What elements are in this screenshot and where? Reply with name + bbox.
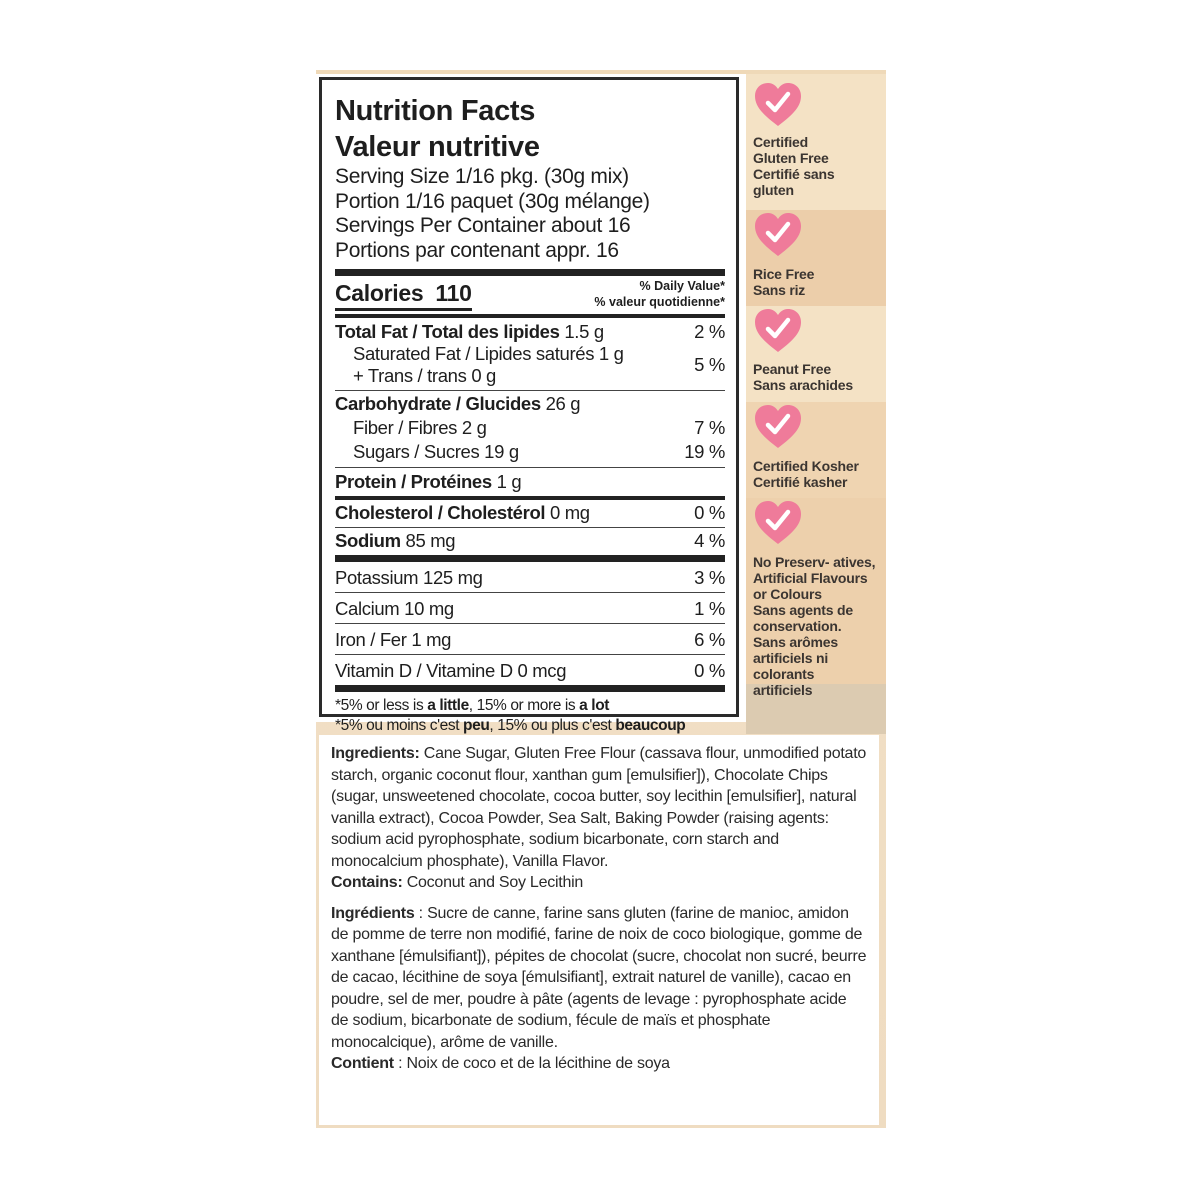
badge-label-en: Certified Kosher (753, 458, 859, 474)
badge-label (753, 458, 885, 490)
cholesterol-label: Cholesterol / Cholestérol (335, 502, 546, 523)
badge-label-en: Rice Free (753, 266, 815, 282)
cholesterol-amount: 0 mg (550, 502, 590, 523)
fiber-label: Fiber / Fibres (353, 417, 458, 438)
calories-label: Calories (335, 280, 424, 306)
servings-per-container: Servings Per Container about 16 (335, 214, 631, 237)
protein-amount: 1 g (496, 471, 522, 492)
nutrition-facts-label (319, 77, 739, 734)
nutrition-title-en: Nutrition Facts (335, 95, 536, 127)
carb-row (335, 391, 725, 415)
potassium: Potassium 125 mg (335, 567, 483, 588)
sugars-row (335, 439, 725, 463)
carb-amount: 26 g (545, 393, 581, 414)
footnote-en (335, 696, 725, 716)
vitamin-d-pct: 0 % (694, 660, 725, 681)
fat-pct: 2 % (694, 321, 725, 342)
ingredients-fr (331, 903, 867, 1054)
portions-per-container: Portions par contenant appr. 16 (335, 238, 619, 262)
nutrition-title-fr: Valeur nutritive (335, 131, 540, 163)
sugars-pct: 19 % (684, 441, 725, 462)
vitamin-d-row (335, 655, 725, 685)
heart-check-icon (752, 210, 804, 260)
protein-row (335, 468, 725, 496)
badge-label (753, 266, 885, 298)
sat-trans-pct: 5 % (694, 354, 725, 375)
daily-value-fr: % valeur quotidienne* (594, 295, 725, 309)
sodium-label: Sodium (335, 530, 401, 551)
cholesterol-pct: 0 % (694, 502, 725, 523)
potassium-row (335, 562, 725, 592)
footnote (335, 696, 725, 736)
certification-badges (746, 74, 886, 734)
badge-label-en: Peanut Free (753, 361, 831, 377)
footnote-fr-a: *5% ou moins c'est (335, 717, 464, 734)
ingredients-panel (319, 735, 879, 1125)
iron-row (335, 624, 725, 654)
contient-fr (331, 1053, 867, 1075)
spacer (331, 894, 867, 903)
daily-value-header (594, 276, 725, 310)
fat-label: Total Fat / Total des lipides (335, 321, 560, 342)
sugars-amount: 19 g (484, 441, 519, 462)
daily-value-en: % Daily Value* (639, 279, 725, 293)
trans-amount: 0 g (471, 365, 496, 386)
fiber-amount: 2 g (461, 417, 487, 438)
sat-label: Saturated Fat / Lipides saturés (353, 343, 595, 364)
badge-label-fr: Certifié kasher (753, 474, 848, 490)
ingredients-fr-text: : Sucre de canne, farine sans gluten (farine de manioc, amidon de pomme de terre non modifié, farine de noix de coco biologique, gomme de xanthane [émulsifiant]), pépites de chocolat (sucre, chocolat non sucré, beurre de cacao, lécithine de soya [émulsifiant], extrait naturel de vanille), cacao en poudre, sel de mer, poudre à pâte (agents de levage : pyrophosphate acide de sodium, bicarbonate de sodium, fécule de maïs et phosphate monocalcique), arôme de vanille. (331, 904, 867, 1051)
heart-check-icon (752, 402, 804, 452)
iron: Iron / Fer 1 mg (335, 629, 452, 650)
sodium-pct: 4 % (694, 530, 725, 551)
calories-row (335, 276, 725, 314)
cholesterol-row (335, 500, 725, 527)
calories-value: 110 (435, 280, 472, 306)
ingredients-en (331, 743, 867, 872)
ingredients-fr-label: Ingrédients (331, 904, 415, 922)
footnote-fr-d: beaucoup (615, 717, 686, 734)
sat-trans-row (335, 343, 725, 387)
calories (335, 276, 472, 311)
contains-en (331, 872, 867, 894)
fiber-pct: 7 % (694, 417, 725, 438)
fat-amount: 1.5 g (564, 321, 604, 342)
iron-pct: 6 % (694, 629, 725, 650)
thick-divider (335, 685, 725, 692)
footnote-fr-c: , 15% ou plus c'est (489, 717, 616, 734)
footnote-en-b: a little (427, 697, 469, 714)
footnote-fr-b: peu (463, 717, 490, 734)
contient-text: : Noix de coco et de la lécithine de soya (393, 1055, 670, 1072)
portion: Portion 1/16 paquet (30g mélange) (335, 189, 650, 213)
badge-label (753, 134, 885, 198)
serving-size: Serving Size 1/16 pkg. (30g mix) (335, 165, 629, 188)
protein-label: Protein / Protéines (335, 471, 492, 492)
heart-check-icon (752, 80, 804, 130)
thick-divider (335, 269, 725, 276)
badge-label-fr: Sans arachides (753, 377, 853, 393)
calcium-row (335, 593, 725, 623)
sugars-label: Sugars / Sucres (353, 441, 480, 462)
carb-label: Carbohydrate / Glucides (335, 393, 541, 414)
potassium-pct: 3 % (694, 567, 725, 588)
sat-amount: 1 g (598, 343, 624, 364)
thick-divider (335, 555, 725, 562)
fiber-row (335, 415, 725, 439)
footnote-en-c: , 15% or more is (468, 697, 580, 714)
fat-row (335, 318, 725, 343)
footnote-fr (335, 716, 725, 736)
sodium-amount: 85 mg (405, 530, 456, 551)
badge-label (753, 554, 879, 698)
contains-text: Coconut and Soy Lecithin (402, 874, 584, 891)
heart-check-icon (752, 306, 804, 356)
badge-label-en: Certified Gluten Free (753, 134, 829, 166)
footnote-en-a: *5% or less is (335, 697, 428, 714)
contains-label: Contains: (331, 874, 403, 891)
contient-label: Contient (331, 1055, 394, 1072)
calcium-pct: 1 % (694, 598, 725, 619)
badge-label-fr: Sans agents de conservation. Sans arômes artificiels ni colorants artificiels (753, 602, 853, 698)
ingredients-en-label: Ingredients: (331, 745, 420, 762)
sodium-row (335, 528, 725, 555)
vitamin-d: Vitamin D / Vitamine D 0 mcg (335, 660, 567, 681)
badge-label-en: No Preserv- atives, Artificial Flavours or Colours (753, 554, 876, 602)
badge-label-fr: Sans riz (753, 282, 806, 298)
heart-check-icon (752, 498, 804, 548)
badge-label-fr: Certifié sans gluten (753, 166, 835, 198)
calcium: Calcium 10 mg (335, 598, 454, 619)
footnote-en-d: a lot (579, 697, 610, 714)
trans-label: + Trans / trans (353, 365, 467, 386)
badge-label (753, 361, 885, 393)
ingredients-en-text: Cane Sugar, Gluten Free Flour (cassava flour, unmodified potato starch, organic coconut flour, xanthan gum [emulsifier]), Chocolate Chips (sugar, unsweetened chocolate, cocoa butter, soy lecithin [emulsifier], natural vanilla extract), Cocoa Powder, Sea Salt, Baking Powder (raising agents: sodium acid pyrophosphate, sodium bicarbonate, corn starch and monocalcium phosphate), Vanilla Flavor. (331, 745, 867, 870)
